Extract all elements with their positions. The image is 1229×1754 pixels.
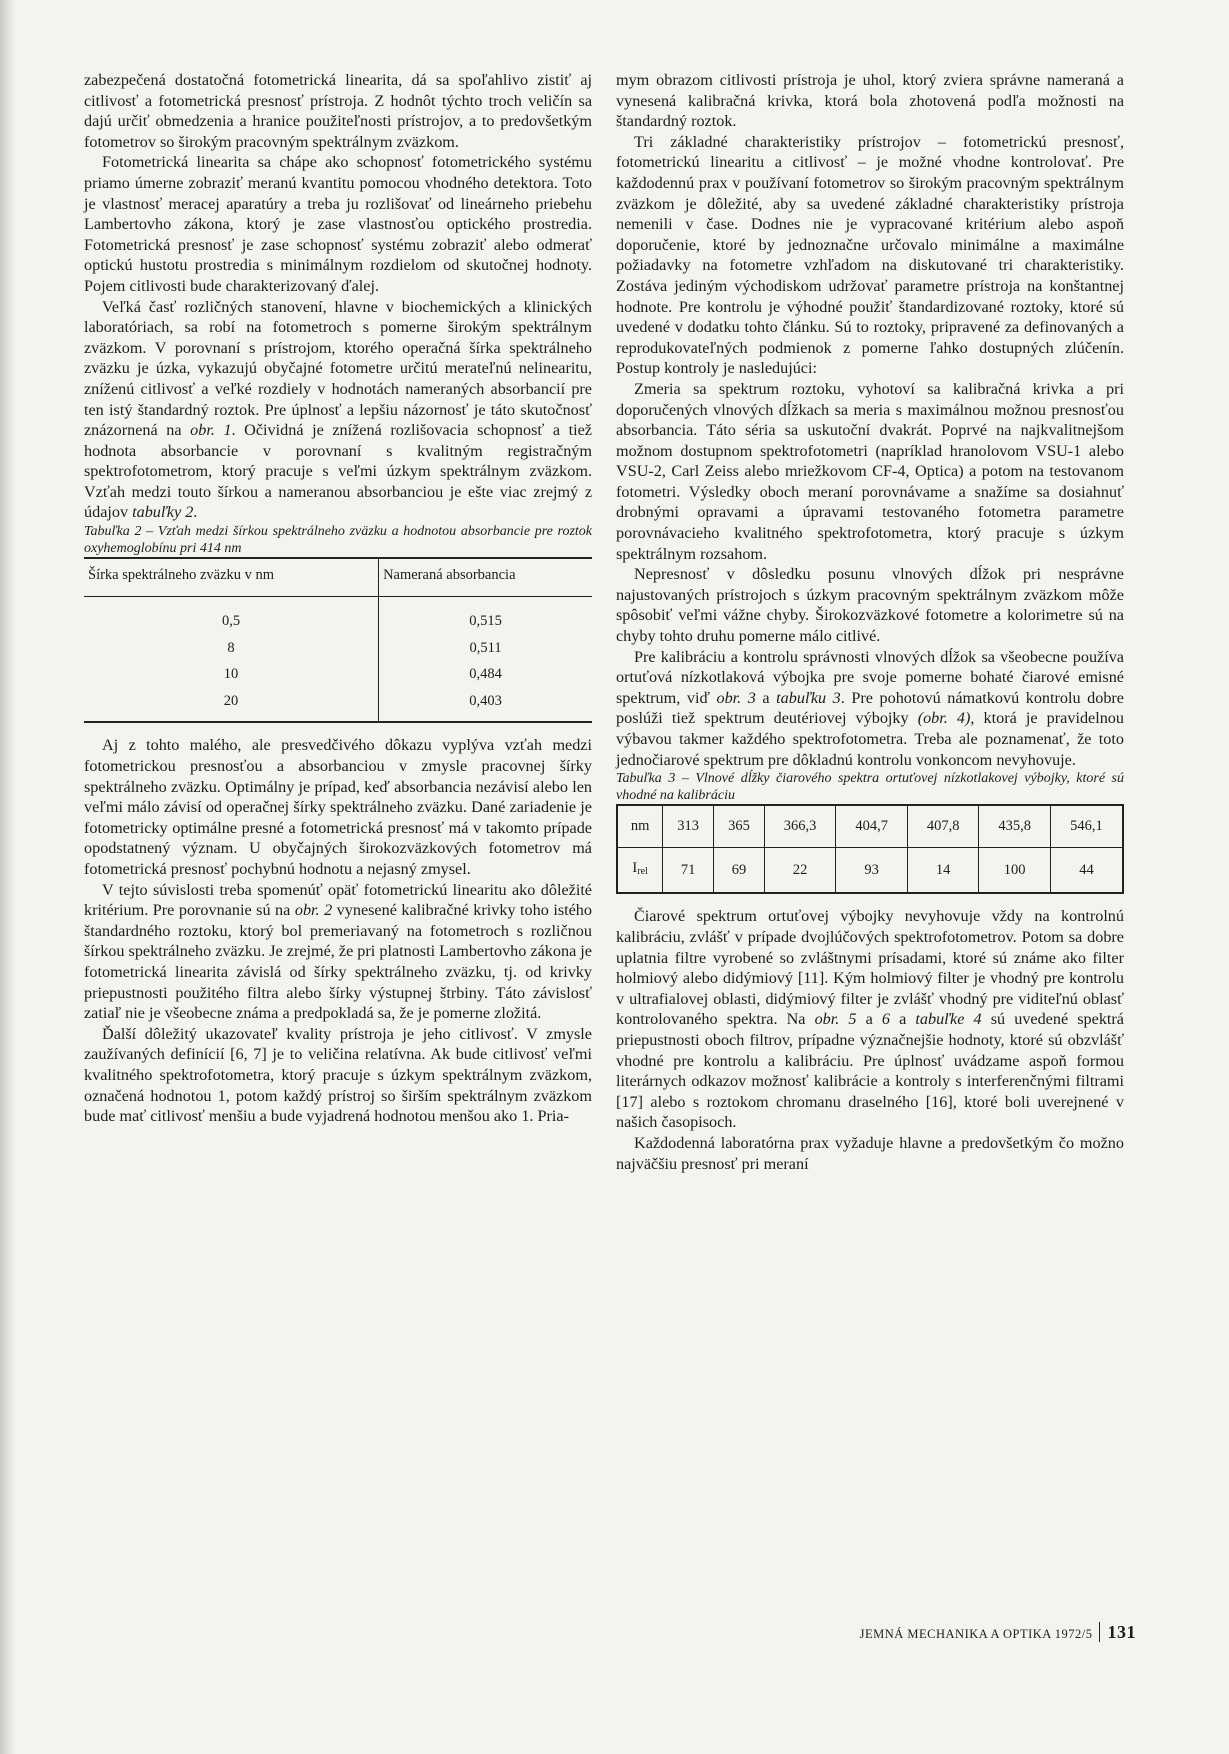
row-label: $I_{rel}$ <box>632 859 648 877</box>
table-row: 20 0,403 <box>84 688 592 723</box>
left-column <box>84 70 592 1127</box>
table-reference: tabuľke 4 <box>915 1010 982 1029</box>
table-row: 0,5 0,515 <box>84 597 592 635</box>
table-row: 10 0,484 <box>84 661 592 688</box>
row-label: nm <box>617 805 663 847</box>
paragraph: Ďalší dôležitý ukazovateľ kvality prístroja je jeho citlivosť. V zmysle zaužívaných definícií [6, 7] je to veličina relatívna. Ak bude citlivosť veľmi kvalitného spektrofotometra, ktorý pracuje s úzkym spektrálnym zväzkom, označená hodnotou 1, potom každý prístroj so širším spektrálnym zväzkom bude mať citlivosť menšiu a bude vyjadrená hodnotou menšou ako 1. Pria- <box>84 1024 592 1126</box>
paragraph: Veľká časť rozličných stanovení, hlavne v biochemických a klinických laboratóriach, sa robí na fotometroch s pomerne širokým spektrálnym zväzkom. V porovnaní s prístrojom, ktorého operačná šírka spektrálneho zväzku je úzka, vykazujú obyčajné fotometre určitú merateľnú nelinearitu, zníženú citlivosť a veľké rozdiely v hodnotách nameraných absorbancií pre ten istý štandardný roztok. Pre úplnosť a lepšiu názornosť je táto skutočnosť znázornená na obr. 1. Očividná je znížená rozlišovacia schopnosť a tiež hodnota absorbancie v porovnaní s kvalitným registračným spektrofotometrom, ktorý pracuje s veľmi úzkym spektrálnym zväzkom. Vzťah medzi touto šírkou a nameranou absorbanciou je ešte viac zrejmý z údajov tabuľky 2. <box>84 297 592 522</box>
table-3 <box>616 804 1124 894</box>
table-row: nm 313 365 366,3 404,7 407,8 435,8 546,1 <box>617 805 1123 847</box>
page-number: 131 <box>1099 1622 1137 1642</box>
paragraph: Aj z tohto malého, ale presvedčivého dôkazu vyplýva vzťah medzi fotometrickou presnosťou a absorbanciou v zmysle pracovnej šírky spektrálneho zväzku. Optimálny je prípad, keď absorbancia nezávisí alebo len veľmi málo závisí od operačnej šírky spektrálneho zväzku. Dané zariadenie je fotometricky optimálne presné a fotometrická presnosť má v takomto prípade opodstatnený význam. U obyčajných širokozväzkových fotometrov má fotometrická presnosť pochybnú hodnotu a nejasný zmysel. <box>84 736 592 878</box>
table-reference: tabuľky 2 <box>132 503 194 522</box>
paragraph: mym obrazom citlivosti prístroja je uhol, ktorý zviera správne nameraná a vynesená kalibračná krivka, ktorá bola zhotovená podľa možnosti na štandardný roztok. <box>616 71 1124 131</box>
figure-reference: (obr. 4) <box>917 709 971 728</box>
table-row: $I_{rel}$ 71 69 22 93 14 100 44 <box>617 847 1123 893</box>
figure-reference: obr. 3 <box>716 688 756 707</box>
table-reference: tabuľku 3 <box>776 688 841 707</box>
figure-reference: 6 <box>881 1010 890 1029</box>
table-2-caption: Tabuľka 2 – Vzťah medzi šírkou spektrálneho zväzku a hodnotou absorbancie pre roztok oxyhemoglobínu pri 414 nm <box>84 524 592 557</box>
page-footer <box>816 1622 1136 1643</box>
figure-reference: obr. 5 <box>814 1010 857 1029</box>
paragraph: Čiarové spektrum ortuťovej výbojky nevyhovuje vždy na kontrolnú kalibráciu, zvlášť v prípade dvojlúčových spektrofotometrov. Potom sa dobre uplatnia filtre vyrobené so zvláštnymi prísadami, ktoré sú známe ako filter holmiový alebo didýmiový [11]. Kým holmiový filter je vhodný pre kontrolu v ultrafialovej oblasti, didýmiový filter je zvlášť vhodný pre viditeľnú oblasť kontrolovaného spektra. Na obr. 5 a 6 a tabuľke 4 sú uvedené spektrá priepustnosti oboch filtrov, prípadne význačnejšie hodnoty, ktoré sú obzvlášť vhodné pre kontrolu a kalibráciu. Pre úplnosť uvádzame aspoň formou literárnych odkazov možnosť kalibrácie a kontroly s interferenčnými filtrami [17] alebo s roztokom chromanu draselného [16], ktoré boli uverejnené v našich časopisoch. <box>616 907 1124 1132</box>
paragraph: zabezpečená dostatočná fotometrická linearita, dá sa spoľahlivo zistiť aj citlivosť a fotometrická presnosť prístroja. Z hodnôt týchto troch veličín sa dajú určiť obmedzenia a hranice použiteľnosti prístrojov, a to predovšetkým fotometrov so širokým pracovným spektrálnym zväzkom. <box>84 71 592 151</box>
paragraph: Fotometrická linearita sa chápe ako schopnosť fotometrického systému priamo úmerne zobraziť meranú kvantitu pomocou vhodného detektora. Toto je vlastnosť meracej aparatúry a treba ju rozlišovať od lineárneho priebehu Lambertovho zákona, ktorý je zase vlastnosťou optického prostredia. Fotometrická presnosť je zase schopnosť systému zobraziť alebo odmerať optickú hustotu prostredia s minimálnym rozdielom od skutočnej hodnoty. Pojem citlivosti bude charakterizovaný ďalej. <box>84 153 592 295</box>
paragraph: V tejto súvislosti treba spomenúť opäť fotometrickú linearitu ako dôležité kritérium. Pre porovnanie sú na obr. 2 vynesené kalibračné krivky toho istého štandardného roztoku, ktorý bol premeriavaný na fotometroch s rozličnou šírkou spektrálneho zväzku. Je zrejmé, že pri platnosti Lambertovho zákona je fotometrická linearita závislá od šírky spektrálneho zväzku, tj. od krivky priepustnosti použitého filtra alebo šírky výstupnej štrbiny. Táto závislosť zatiaľ nie je všeobecne známa a predpokladá sa, že je pomerne zložitá. <box>84 880 592 1023</box>
paragraph: Zmeria sa spektrum roztoku, vyhotoví sa kalibračná krivka a pri doporučených vlnových dĺžkach sa meria s maximálnou možnou presnosťou absorbancia. Táto séria sa uskutoční dvakrát. Poprvé na najkvalitnejšom možnom dostupnom spektrofotometri (napríklad hranolovom VSU-1 alebo VSU-2, Carl Zeiss alebo mriežkovom CF-4, Optica) a potom na testovanom fotometri. Výsledky oboch meraní porovnávame a snažíme sa dosiahnuť drobnými opravami a úpravami testovaného fotometra parametre porovnávacieho kvalitného spektrofotometra, ktorý pracuje s úzkym spektrálnym rozsahom. <box>616 379 1124 563</box>
paragraph: Pre kalibráciu a kontrolu správnosti vlnových dĺžok sa všeobecne používa ortuťová nízkotlaková výbojka pre svoje pomerne bohaté čiarové emisné spektrum, viď obr. 3 a tabuľku 3. Pre pohotovú námatkovú kontrolu dobre poslúži tiež spektrum deutériovej výbojky (obr. 4), ktorá je pravidelnou výbavou takmer každého spektrofotometra. Treba ale poznamenať, že toto jednočiarové spektrum pre dôkladnú kontrolu vonkoncom nevyhovuje. <box>616 647 1124 769</box>
table-header: Šírka spektrálneho zväzku v nm <box>84 558 379 597</box>
page-gutter-shadow <box>0 0 16 1754</box>
table-2 <box>84 557 592 723</box>
paragraph: Nepresnosť v dôsledku posunu vlnových dĺžok pri nesprávne najustovaných prístrojoch s úzkym pracovným spektrálnym zväzkom môže spôsobiť veľmi vážne chyby. Širokozväzkové fotometre a kolorimetre sú na chyby tohto druhu pomerne málo citlivé. <box>616 565 1124 646</box>
right-column <box>616 70 1124 1174</box>
paragraph: Tri základné charakteristiky prístrojov – fotometrickú presnosť, fotometrickú linearitu a citlivosť – je možné vhodne kontrolovať. Pre každodennú prax v používaní fotometrov so širokým pracovným spektrálnym zväzkom je dôležité, aby sa uvedené základné charakteristiky prístroja nemenili v čase. Dodnes nie je vypracované kritérium alebo aspoň doporučenie, ktoré by jednoznačne určovalo minimálne a maximálne požiadavky na fotometre vzhľadom na diskutované tri charakteristiky. Zostáva jediným východiskom udržovať parametre prístroja na konštantnej hodnote. Pre kontrolu je výhodné použiť štandardizované roztoky, ktoré sú uvedené v dodatku tohto článku. Sú to roztoky, pripravené za definovaných a reprodukovateľných podmienok z pomerne ľahko dostupných zlúčenín. Postup kontroly je nasledujúci: <box>616 132 1124 378</box>
figure-reference: obr. 2 <box>294 901 333 920</box>
paragraph: Každodenná laboratórna prax vyžaduje hlavne a predovšetkým čo možno najväčšiu presnosť pri meraní <box>616 1133 1124 1173</box>
figure-reference: obr. 1 <box>190 421 232 440</box>
table-row: 8 0,511 <box>84 635 592 662</box>
table-3-caption: Tabuľka 3 – Vlnové dĺžky čiarového spektra ortuťovej nízkotlakovej výbojky, ktoré sú vhodné na kalibráciu <box>616 771 1125 804</box>
table-header: Nameraná absorbancia <box>379 558 592 597</box>
journal-name: JEMNÁ MECHANIKA A OPTIKA 1972/5 <box>859 1627 1093 1641</box>
